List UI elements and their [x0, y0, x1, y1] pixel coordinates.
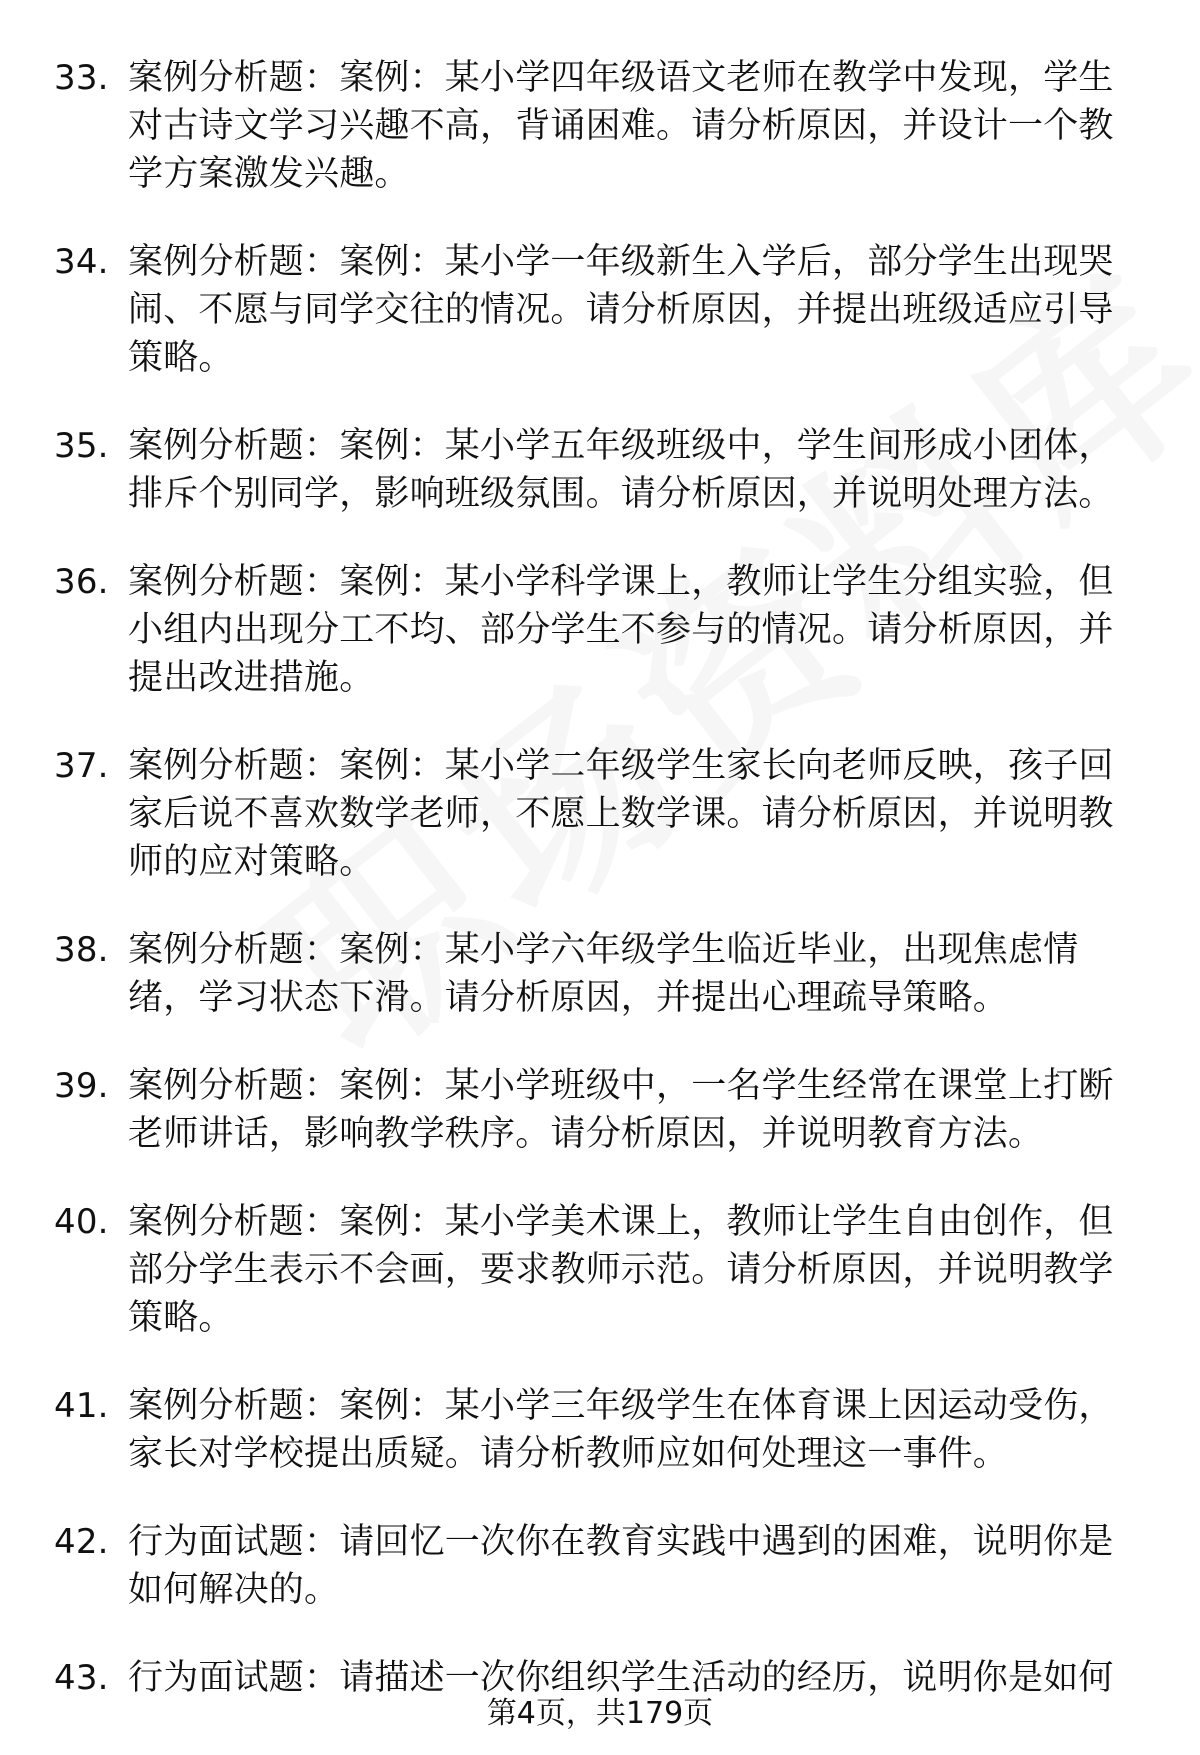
- question-number: 37.: [54, 746, 109, 786]
- question-number: 42.: [54, 1522, 109, 1562]
- question-item: [0, 1518, 1200, 1614]
- question-text: 案例分析题：案例：某小学美术课上，教师让学生自由创作，但部分学生表示不会画，要求教师示范。请分析原因，并说明教学策略。: [128, 1202, 1114, 1338]
- question-text: 行为面试题：请回忆一次你在教育实践中遇到的困难，说明你是如何解决的。: [128, 1522, 1114, 1610]
- question-text: 案例分析题：案例：某小学科学课上，教师让学生分组实验，但小组内出现分工不均、部分学生不参与的情况。请分析原因，并提出改进措施。: [128, 562, 1114, 698]
- question-number: 35.: [54, 426, 109, 466]
- question-item: [0, 422, 1200, 518]
- question-item: [0, 558, 1200, 702]
- question-number: 33.: [54, 58, 109, 98]
- question-text: 案例分析题：案例：某小学四年级语文老师在教学中发现，学生对古诗文学习兴趣不高，背诵困难。请分析原因，并设计一个教学方案激发兴趣。: [128, 58, 1114, 194]
- question-number: 38.: [54, 930, 109, 970]
- question-number: 43.: [54, 1658, 109, 1698]
- question-item: [0, 1382, 1200, 1478]
- question-number: 36.: [54, 562, 109, 602]
- question-number: 34.: [54, 242, 109, 282]
- question-number: 39.: [54, 1066, 109, 1106]
- question-text: 案例分析题：案例：某小学五年级班级中，学生间形成小团体，排斥个别同学，影响班级氛围。请分析原因，并说明处理方法。: [128, 426, 1114, 514]
- question-item: [0, 238, 1200, 382]
- question-number: 41.: [54, 1386, 109, 1426]
- question-text: 案例分析题：案例：某小学三年级学生在体育课上因运动受伤，家长对学校提出质疑。请分析教师应如何处理这一事件。: [128, 1386, 1114, 1474]
- question-text: 行为面试题：请描述一次你组织学生活动的经历，说明你是如何: [128, 1658, 1114, 1698]
- question-item: [0, 1062, 1200, 1158]
- question-number: 40.: [54, 1202, 109, 1242]
- question-list: [0, 54, 1200, 1742]
- question-item: [0, 926, 1200, 1022]
- question-item: [0, 742, 1200, 886]
- question-text: 案例分析题：案例：某小学六年级学生临近毕业，出现焦虑情绪，学习状态下滑。请分析原因，并提出心理疏导策略。: [128, 930, 1079, 1018]
- question-item: [0, 54, 1200, 198]
- question-text: 案例分析题：案例：某小学班级中，一名学生经常在课堂上打断老师讲话，影响教学秩序。请分析原因，并说明教育方法。: [128, 1066, 1114, 1154]
- question-item: [0, 1198, 1200, 1342]
- question-text: 案例分析题：案例：某小学一年级新生入学后，部分学生出现哭闹、不愿与同学交往的情况。请分析原因，并提出班级适应引导策略。: [128, 242, 1114, 378]
- question-text: 案例分析题：案例：某小学二年级学生家长向老师反映，孩子回家后说不喜欢数学老师，不愿上数学课。请分析原因，并说明教师的应对策略。: [128, 746, 1114, 882]
- page-footer: 第4页，共179页: [486, 1696, 714, 1731]
